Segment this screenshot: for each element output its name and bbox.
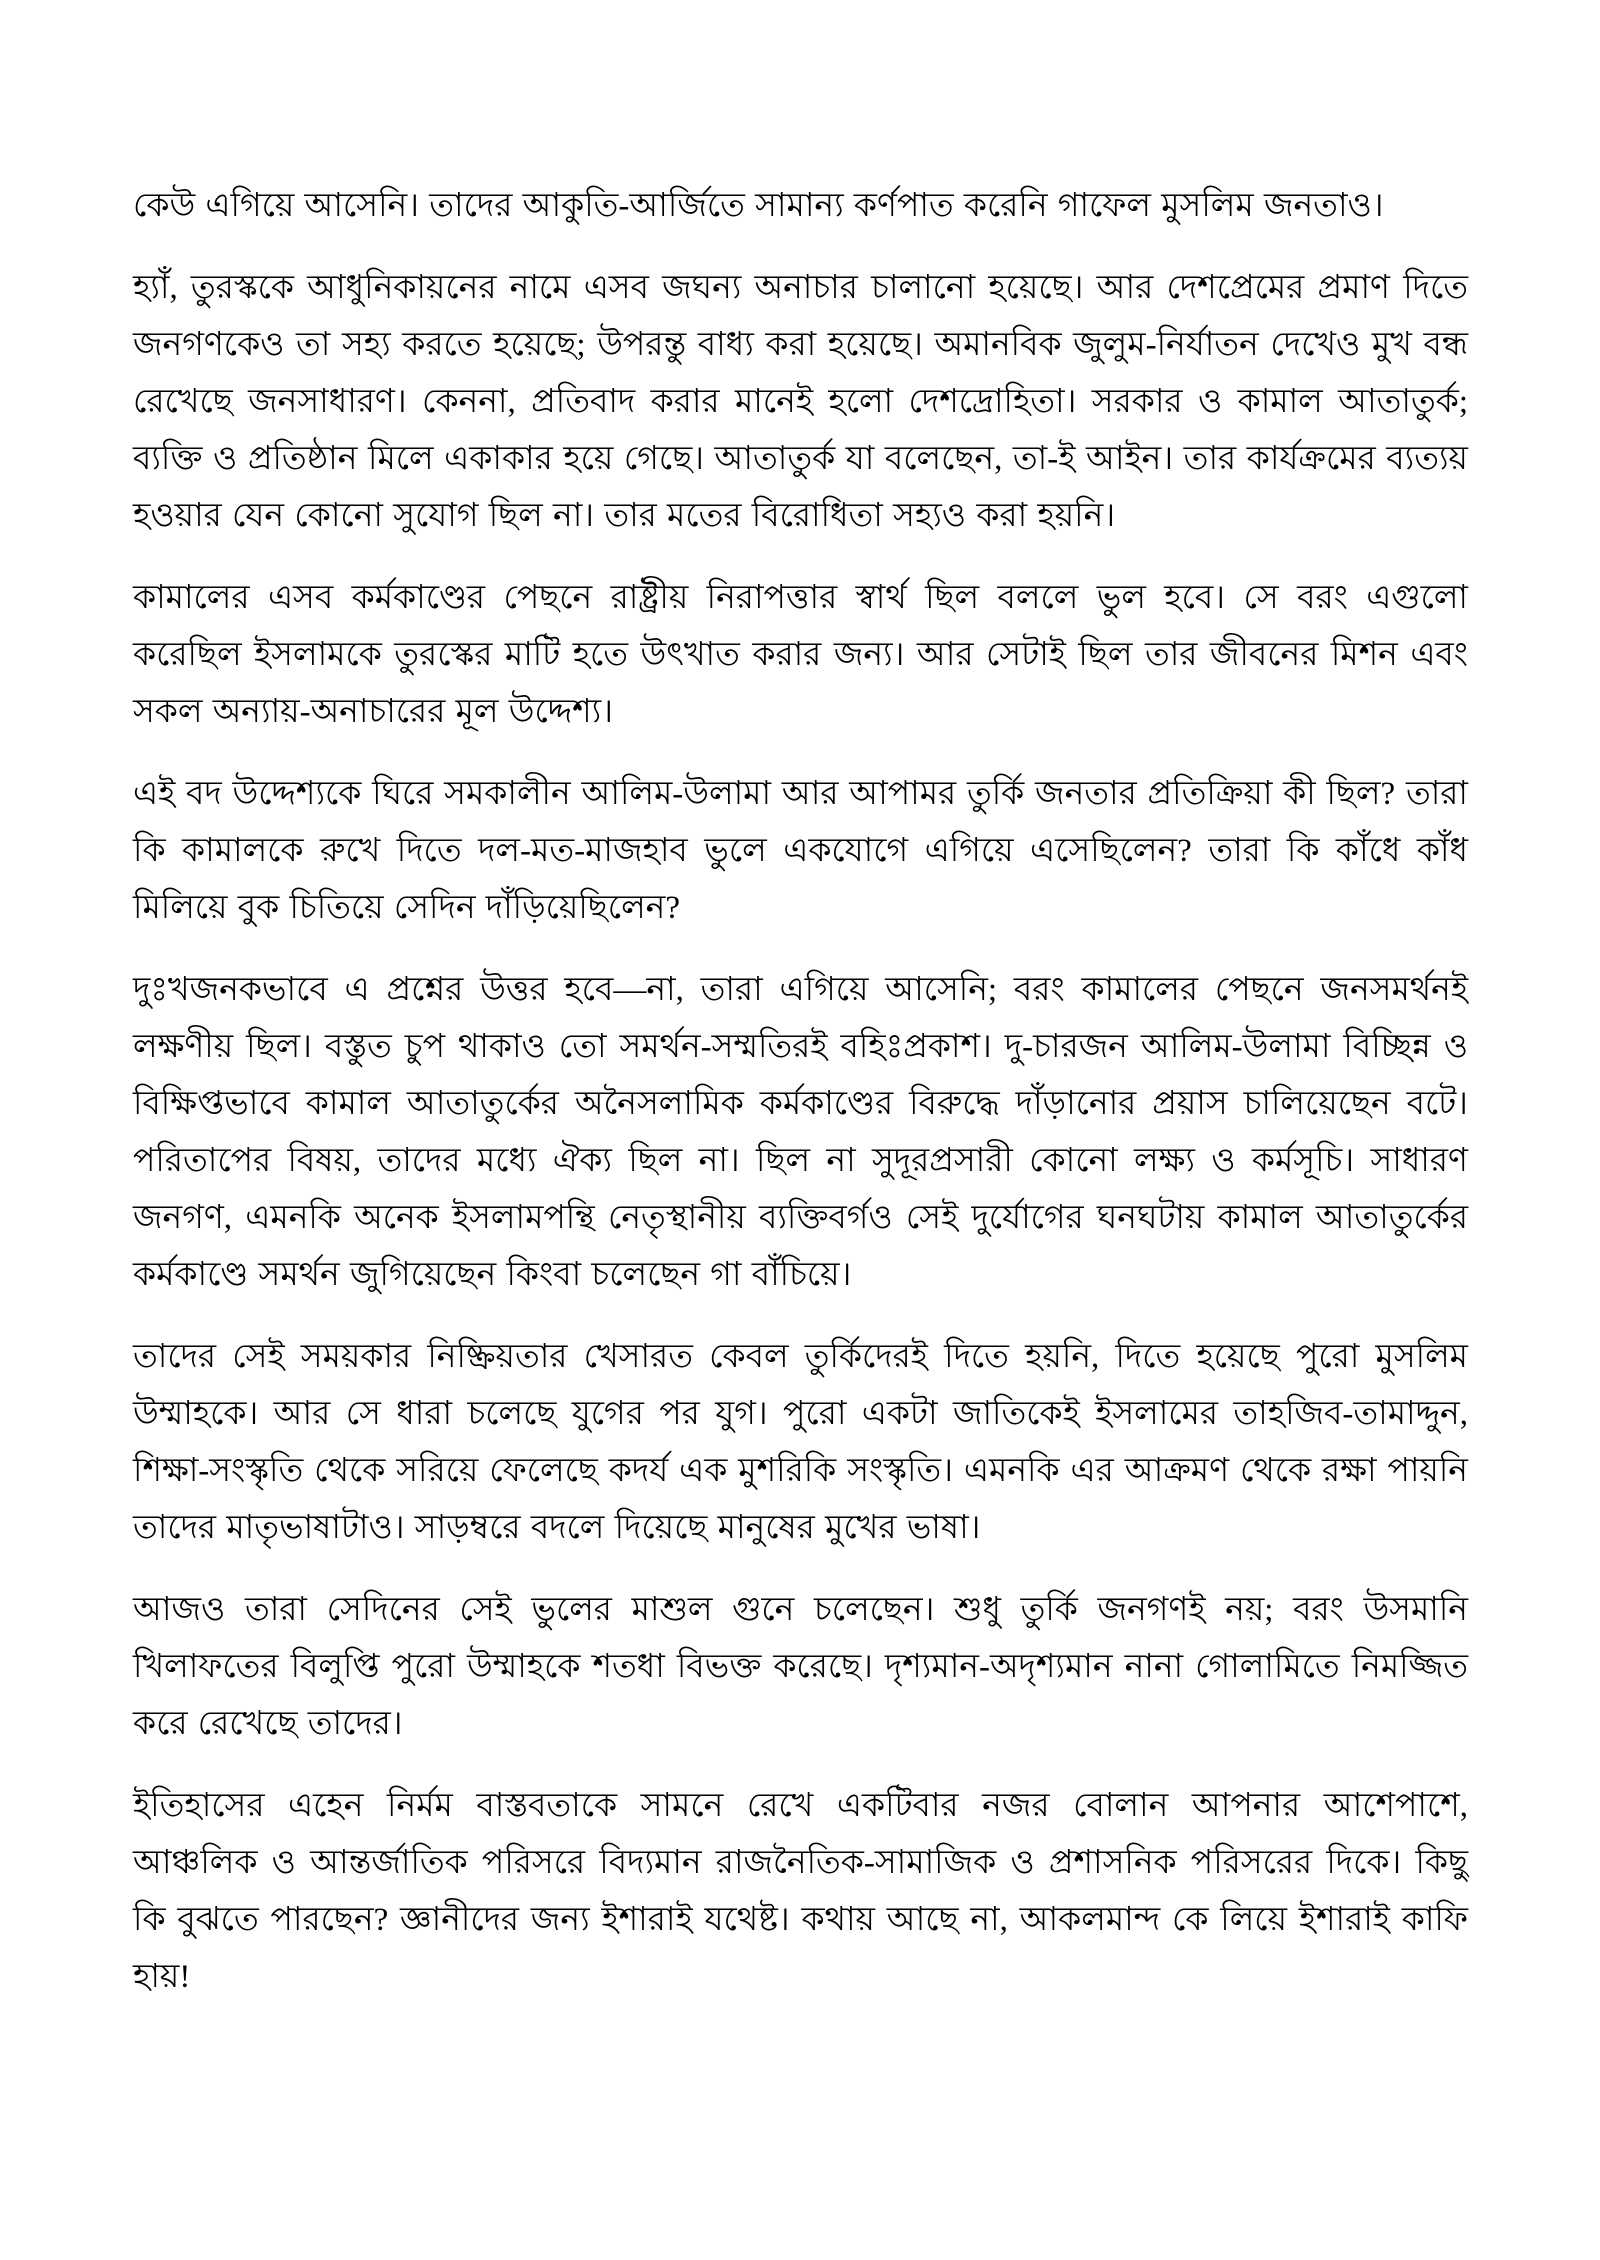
paragraph: তাদের সেই সময়কার নিষ্ক্রিয়তার খেসারত কেবল তুর্কিদেরই দিতে হয়নি, দিতে হয়েছে পুরো মুসলিম উম্মাহকে। আর সে ধারা চলেছে যুগের পর যুগ। পুরো একটা জাতিকেই ইসলামের তাহজিব-তামাদ্দুন, শিক্ষা-সংস্কৃতি থেকে সরিয়ে ফেলেছে কদর্য এক মুশরিকি সংস্কৃতি। এমনকি এর আক্রমণ থেকে রক্ষা পায়নি তাদের মাতৃভাষাটাও। সাড়ম্বরে বদলে দিয়েছে মানুষের মুখের ভাষা। [133, 1339, 1468, 1546]
paragraph: আজও তারা সেদিনের সেই ভুলের মাশুল গুনে চলেছেন। শুধু তুর্কি জনগণই নয়; বরং উসমানি খিলাফতের বিলুপ্তি পুরো উম্মাহকে শতধা বিভক্ত করেছে। দৃশ্যমান-অদৃশ্যমান নানা গোলামিতে নিমজ্জিত করে রেখেছে তাদের। [133, 1592, 1468, 1742]
paragraph: কেউ এগিয়ে আসেনি। তাদের আকুতি-আর্জিতে সামান্য কর্ণপাত করেনি গাফেল মুসলিম জনতাও। [133, 188, 1384, 224]
paragraph: ইতিহাসের এহেন নির্মম বাস্তবতাকে সামনে রেখে একটিবার নজর বোলান আপনার আশেপাশে, আঞ্চলিক ও আন্তর্জাতিক পরিসরে বিদ্যমান রাজনৈতিক-সামাজিক ও প্রশাসনিক পরিসরের দিকে। কিছু কি বুঝতে পারছেন? জ্ঞানীদের জন্য ইশারাই যথেষ্ট। কথায় আছে না, আকলমান্দ কে লিয়ে ইশারাই কাফি হায়! [133, 1788, 1468, 1995]
paragraph: এই বদ উদ্দেশ্যকে ঘিরে সমকালীন আলিম-উলামা আর আপামর তুর্কি জনতার প্রতিক্রিয়া কী ছিল? তারা কি কামালকে রুখে দিতে দল-মত-মাজহাব ভুলে একযোগে এগিয়ে এসেছিলেন? তারা কি কাঁধে কাঁধ মিলিয়ে বুক চিতিয়ে সেদিন দাঁড়িয়েছিলেন? [133, 776, 1468, 926]
paragraph: হ্যাঁ, তুরস্ককে আধুনিকায়নের নামে এসব জঘন্য অনাচার চালানো হয়েছে। আর দেশপ্রেমের প্রমাণ দিতে জনগণকেও তা সহ্য করতে হয়েছে; উপরন্তু বাধ্য করা হয়েছে। অমানবিক জুলুম-নির্যাতন দেখেও মুখ বন্ধ রেখেছে জনসাধারণ। কেননা, প্রতিবাদ করার মানেই হলো দেশদ্রোহিতা। সরকার ও কামাল আতাতুর্ক; ব্যক্তি ও প্রতিষ্ঠান মিলে একাকার হয়ে গেছে। আতাতুর্ক যা বলেছেন, তা-ই আইন। তার কার্যক্রমের ব্যত্যয় হওয়ার যেন কোনো সুযোগ ছিল না। তার মতের বিরোধিতা সহ্যও করা হয়নি। [133, 270, 1468, 534]
document-body [133, 178, 1468, 2006]
paragraph: দুঃখজনকভাবে এ প্রশ্নের উত্তর হবে—না, তারা এগিয়ে আসেনি; বরং কামালের পেছনে জনসমর্থনই লক্ষণীয় ছিল। বস্তুত চুপ থাকাও তো সমর্থন-সম্মতিরই বহিঃপ্রকাশ। দু-চারজন আলিম-উলামা বিচ্ছিন্ন ও বিক্ষিপ্তভাবে কামাল আতাতুর্কের অনৈসলামিক কর্মকাণ্ডের বিরুদ্ধে দাঁড়ানোর প্রয়াস চালিয়েছেন বটে। পরিতাপের বিষয়, তাদের মধ্যে ঐক্য ছিল না। ছিল না সুদূরপ্রসারী কোনো লক্ষ্য ও কর্মসূচি। সাধারণ জনগণ, এমনকি অনেক ইসলামপন্থি নেতৃস্থানীয় ব্যক্তিবর্গও সেই দুর্যোগের ঘনঘটায় কামাল আতাতুর্কের কর্মকাণ্ডে সমর্থন জুগিয়েছেন কিংবা চলেছেন গা বাঁচিয়ে। [133, 972, 1468, 1293]
paragraph: কামালের এসব কর্মকাণ্ডের পেছনে রাষ্ট্রীয় নিরাপত্তার স্বার্থ ছিল বললে ভুল হবে। সে বরং এগুলো করেছিল ইসলামকে তুরস্কের মাটি হতে উৎখাত করার জন্য। আর সেটাই ছিল তার জীবনের মিশন এবং সকল অন্যায়-অনাচারের মূল উদ্দেশ্য। [133, 580, 1468, 730]
